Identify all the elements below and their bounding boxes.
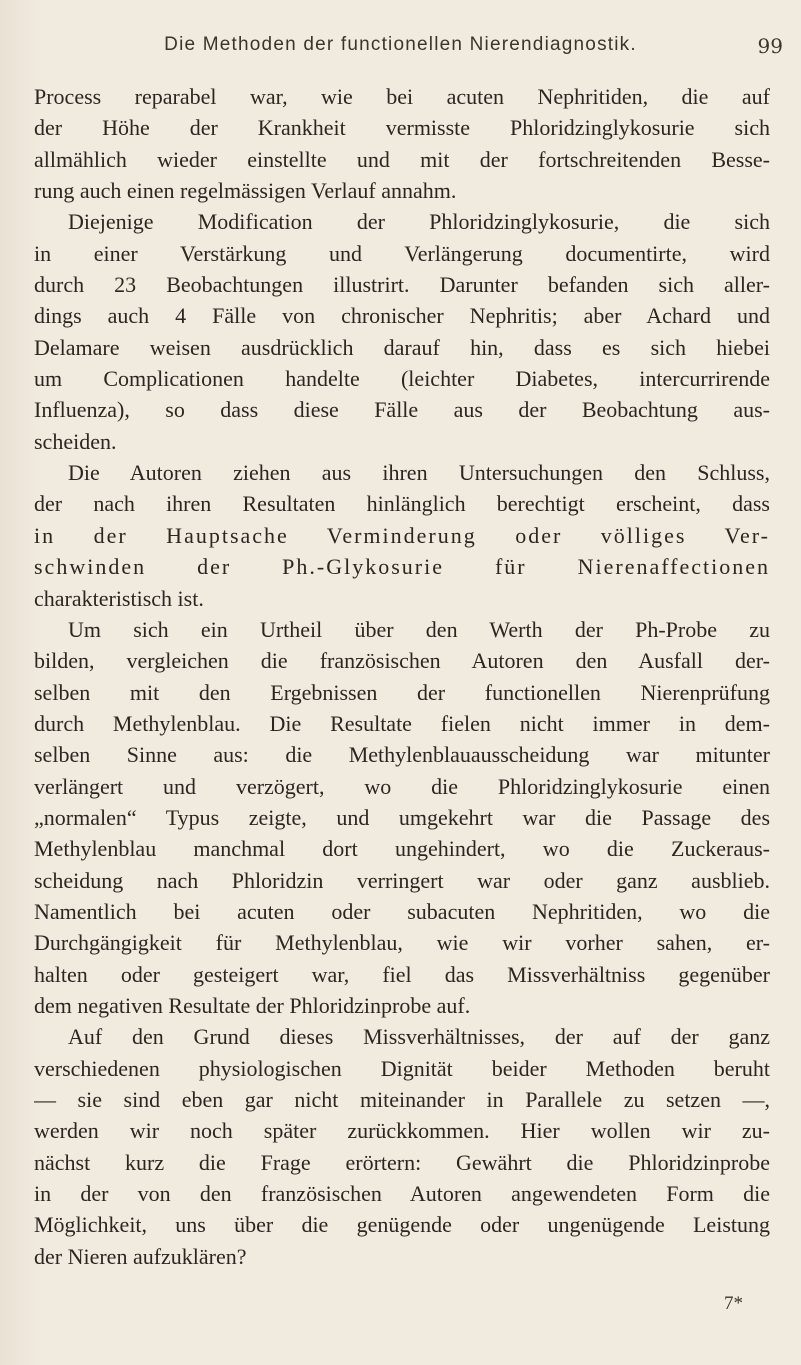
text-line: scheiden. [34, 428, 117, 454]
text-line: Process reparabel war, wie bei acuten Nephritiden, die auf [34, 84, 770, 109]
text-line: durch Methylenblau. Die Resultate fielen nicht immer in dem- [34, 710, 770, 736]
text-line: in der von den französischen Autoren angewendeten Form die [34, 1181, 770, 1207]
text-line: halten oder gesteigert war, fiel das Missverhältniss gegenüber [34, 961, 770, 987]
text-line: — sie sind eben gar nicht miteinander in Parallele zu setzen —, [34, 1087, 770, 1112]
text-line: charakteristisch ist. [34, 585, 204, 611]
running-title: Die Methoden der functionellen Nierendiagnostik. [164, 34, 637, 55]
text-line: Auf den Grund dieses Missverhältnisses, der auf der ganz [68, 1024, 770, 1050]
text-line: bilden, vergleichen die französischen Autoren den Ausfall der- [34, 648, 770, 674]
text-line: dings auch 4 Fälle von chronischer Nephritis; aber Achard und [34, 303, 770, 329]
text-line: der Höhe der Krankheit vermisste Phloridzinglykosurie sich [34, 115, 770, 141]
text-line: Die Autoren ziehen aus ihren Untersuchungen den Schluss, [68, 460, 770, 486]
text-line: in einer Verstärkung und Verlängerung documentirte, wird [34, 240, 770, 266]
text-line: verlängert und verzögert, wo die Phloridzinglykosurie einen [34, 773, 770, 799]
text-line: Namentlich bei acuten oder subacuten Nephritiden, wo die [34, 898, 770, 924]
text-line-emphasized: schwinden der Ph.-Glykosurie für Nierenaffectionen [34, 554, 770, 580]
text-line: um Complicationen handelte (leichter Diabetes, intercurrirende [34, 366, 770, 392]
text-line: durch 23 Beobachtungen illustrirt. Darunter befanden sich aller- [34, 272, 770, 298]
text-line: Um sich ein Urtheil über den Werth der Ph-Probe zu [68, 616, 770, 642]
text-line: Delamare weisen ausdrücklich darauf hin, dass es sich hiebei [34, 334, 770, 360]
text-line: rung auch einen regelmässigen Verlauf annahm. [34, 178, 457, 204]
text-line: „normalen“ Typus zeigte, und umgekehrt war die Passage des [34, 804, 770, 830]
text-body [34, 81, 770, 1272]
text-line: der nach ihren Resultaten hinlänglich berechtigt erscheint, dass [34, 491, 770, 517]
running-head [0, 34, 801, 64]
text-line: nächst kurz die Frage erörtern: Gewährt die Phloridzinprobe [34, 1149, 770, 1175]
text-line: Influenza), so dass diese Fälle aus der Beobachtung aus- [34, 397, 770, 423]
text-line: allmählich wieder einstellte und mit der fortschreitenden Besse- [34, 146, 770, 172]
page-number: 99 [757, 34, 783, 58]
text-line: selben mit den Ergebnissen der functionellen Nierenprüfung [34, 679, 770, 705]
text-line: werden wir noch später zurückkommen. Hier wollen wir zu- [34, 1118, 770, 1144]
text-line: selben Sinne aus: die Methylenblauausscheidung war mitunter [34, 742, 770, 768]
text-line: scheidung nach Phloridzin verringert war oder ganz ausblieb. [34, 867, 770, 893]
text-line: Möglichkeit, uns über die genügende oder ungenügende Leistung [34, 1212, 770, 1238]
text-line: dem negativen Resultate der Phloridzinprobe auf. [34, 992, 471, 1018]
text-line: der Nieren aufzuklären? [34, 1243, 247, 1269]
sheet-signature: 7* [724, 1293, 743, 1314]
text-line: Methylenblau manchmal dort ungehindert, wo die Zuckeraus- [34, 836, 770, 862]
text-line: Diejenige Modification der Phloridzinglykosurie, die sich [68, 209, 770, 235]
text-line-emphasized: in der Hauptsache Verminderung oder völliges Ver- [34, 522, 770, 548]
text-line: verschiedenen physiologischen Dignität beider Methoden beruht [34, 1055, 770, 1081]
text-line: Durchgängigkeit für Methylenblau, wie wir vorher sahen, er- [34, 930, 770, 956]
